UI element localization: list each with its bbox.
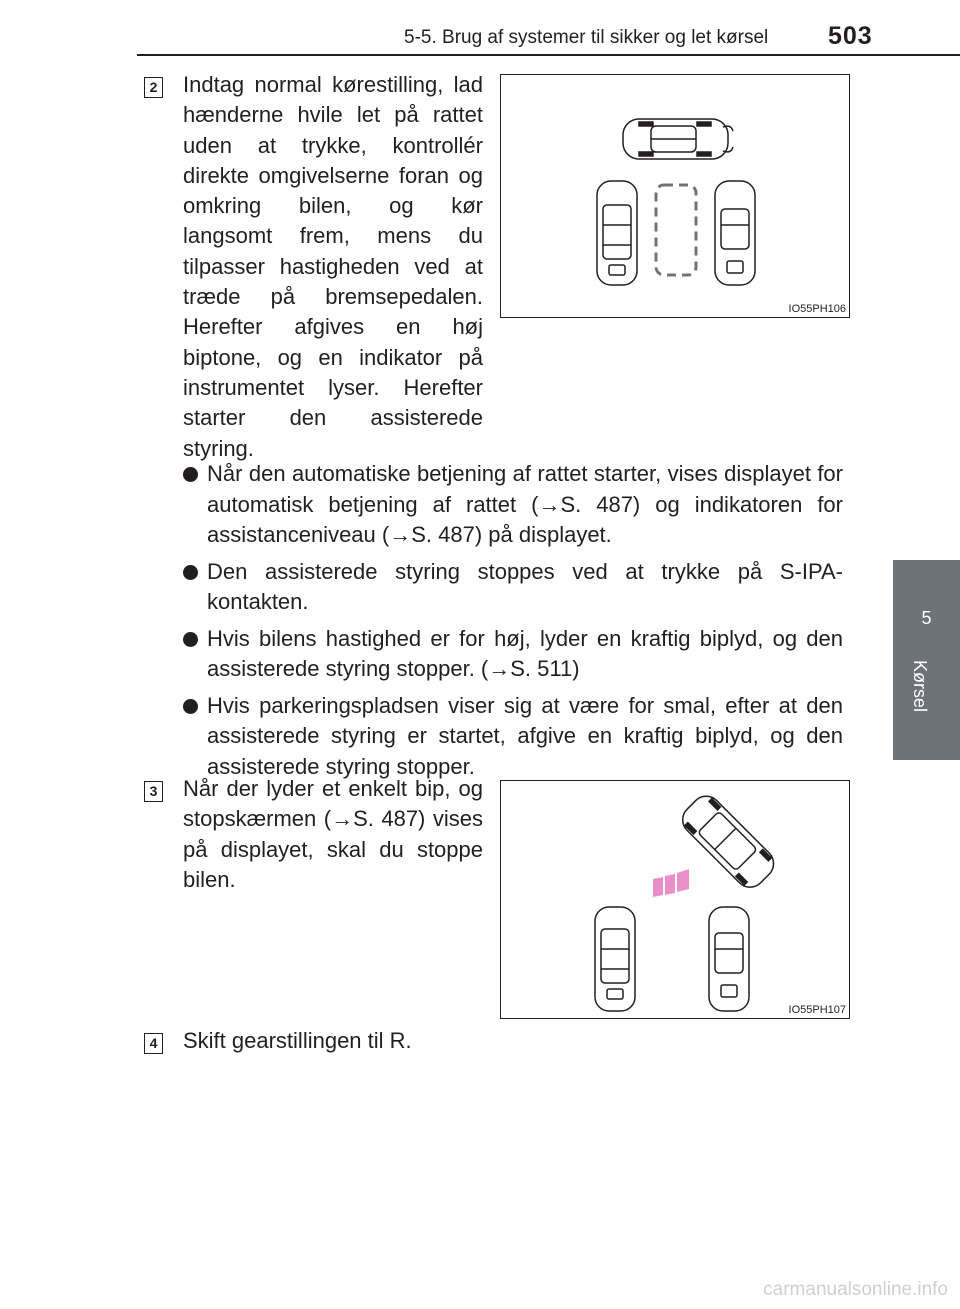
- step-badge-3: 3: [144, 781, 163, 802]
- list-item: [183, 691, 843, 783]
- bullet-text: Hvis parkeringspladsen viser sig at være for smal, efter at den assisterede styring er startet, afgive en kraftig biplyd, og den assisterede styring stopper.: [207, 692, 843, 779]
- step-badge-4: 4: [144, 1033, 163, 1054]
- step-2-text: Indtag normal kørestilling, lad hænderne hvile let på rattet uden at trykke, kontrollér direkte omgivelserne foran og omkring bilen, og kør langsomt frem, mens du tilpasser hastigheden ved at træde på bremsepedalen. Herefter afgives en høj biptone, og en indikator på instrumentet lyser. Herefter starter den assisterede styring.: [183, 72, 483, 461]
- list-item: [183, 459, 843, 551]
- bullet-icon: [183, 467, 198, 482]
- list-item: [183, 624, 843, 685]
- step-3-text: Når der lyder et enkelt bip, og stopskærmen (→S. 487) vises på displayet, skal du stoppe bilen.: [183, 776, 483, 892]
- list-item: [183, 557, 843, 618]
- bullet-icon: [183, 632, 198, 647]
- moving-car: [623, 119, 733, 159]
- parked-car-right: [715, 181, 755, 285]
- figure-id: IO55PH106: [788, 303, 846, 315]
- bullet-text: Hvis bilens hastighed er for høj, lyder en kraftig biplyd, og den assisterede styring stopper. (→S. 511): [207, 625, 843, 681]
- parked-car-left: [595, 907, 635, 1011]
- bullet-icon: [183, 699, 198, 714]
- direction-arrows: [653, 869, 689, 897]
- figure-parking-approach: [500, 74, 850, 318]
- chapter-tab: [893, 560, 960, 760]
- bullet-text: Den assisterede styring stoppes ved at trykke på S-IPA-kontakten.: [207, 558, 843, 614]
- figure-id: IO55PH107: [788, 1004, 846, 1016]
- parked-car-right: [709, 907, 749, 1011]
- chapter-number: 5: [921, 608, 932, 628]
- step-badge-2: 2: [144, 77, 163, 98]
- notes-list: [183, 459, 843, 788]
- watermark: carmanualsonline.info: [763, 1279, 948, 1300]
- header-divider: [137, 54, 960, 56]
- page-number: 503: [828, 22, 873, 50]
- step-4-text: Skift gearstillingen til R.: [183, 1028, 412, 1053]
- chapter-label: Kørsel: [910, 660, 930, 713]
- stop-position-illustration: [501, 781, 849, 1018]
- section-title: 5-5. Brug af systemer til sikker og let kørsel: [404, 27, 769, 48]
- bullet-text: Når den automatiske betjening af rattet starter, vises displayet for automatisk betjening af rattet (→S. 487) og indikatoren for assistanceniveau (→S. 487) på displayet.: [207, 461, 843, 547]
- parked-car-left: [597, 181, 637, 285]
- angled-car: [677, 790, 780, 893]
- parking-approach-illustration: [501, 75, 849, 317]
- bullet-icon: [183, 565, 198, 580]
- figure-stop-position: [500, 780, 850, 1019]
- target-parking-slot: [656, 185, 696, 275]
